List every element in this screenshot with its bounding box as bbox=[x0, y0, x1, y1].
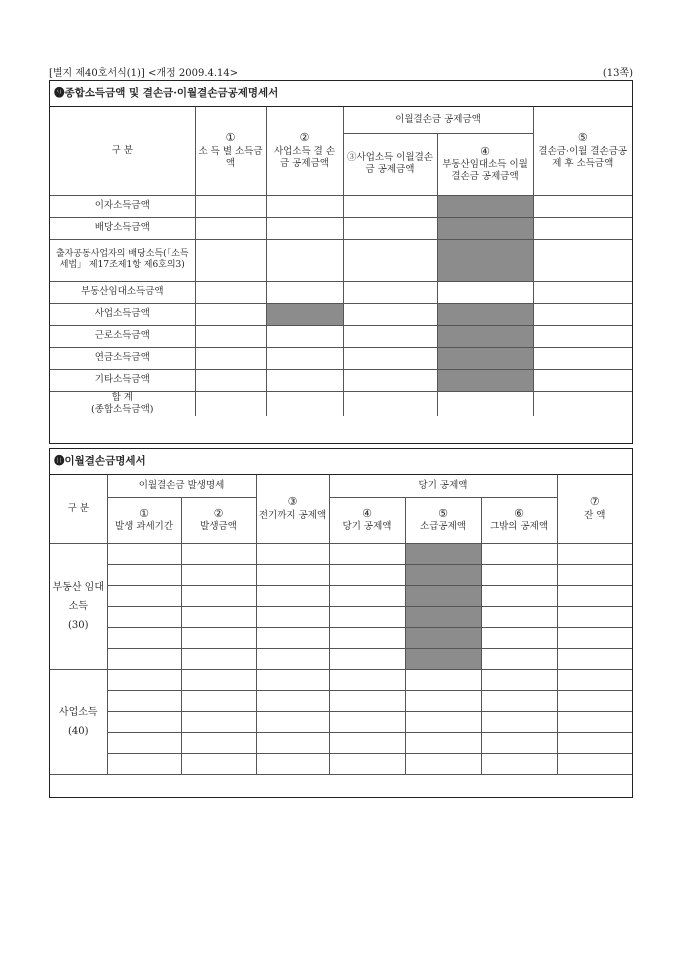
c1-header: ① 발생 과세기간 bbox=[107, 497, 181, 543]
input-cell[interactable] bbox=[481, 732, 557, 753]
input-cell[interactable] bbox=[405, 690, 481, 711]
input-cell[interactable] bbox=[329, 627, 405, 648]
input-cell[interactable] bbox=[256, 606, 329, 627]
c6-header: ⑥ 그밖의 공제액 bbox=[481, 497, 557, 543]
input-cell[interactable] bbox=[107, 669, 181, 690]
input-cell[interactable] bbox=[107, 732, 181, 753]
input-cell[interactable] bbox=[343, 369, 437, 391]
form-reference: [별지 제40호서식(1)] <개정 2009.4.14> bbox=[49, 68, 239, 79]
input-cell[interactable] bbox=[266, 325, 343, 347]
section-title: ⓫이월결손금명세서 bbox=[50, 449, 632, 475]
input-cell[interactable] bbox=[107, 774, 181, 775]
input-cell[interactable] bbox=[107, 648, 181, 669]
shaded-cell bbox=[437, 325, 533, 347]
carryover-group-header: 이월결손금 공제금액 bbox=[343, 107, 533, 133]
occurrence-group-header: 이월결손금 발생명세 bbox=[107, 475, 256, 497]
input-cell[interactable] bbox=[266, 239, 343, 281]
col1-header: ① 소 득 별 소득금액 bbox=[195, 107, 266, 195]
input-cell[interactable] bbox=[181, 711, 256, 732]
shaded-cell bbox=[405, 564, 481, 585]
input-cell[interactable] bbox=[481, 627, 557, 648]
input-cell[interactable] bbox=[256, 585, 329, 606]
input-cell[interactable] bbox=[533, 195, 632, 217]
c4-header: ④ 당기 공제액 bbox=[329, 497, 405, 543]
shaded-cell bbox=[437, 239, 533, 281]
input-cell[interactable] bbox=[266, 369, 343, 391]
section-title: ❾종합소득금액 및 결손금·이월결손금공제명세서 bbox=[50, 81, 632, 107]
row-label: 배당소득금액 bbox=[50, 217, 195, 239]
input-cell[interactable] bbox=[329, 753, 405, 774]
input-cell[interactable] bbox=[181, 627, 256, 648]
shaded-cell bbox=[405, 543, 481, 564]
row-label: 연금소득금액 bbox=[50, 347, 195, 369]
col4-header: ④ 부동산임대소득 이월결손금 공제금액 bbox=[437, 133, 533, 195]
input-cell[interactable] bbox=[481, 564, 557, 585]
shaded-cell bbox=[437, 347, 533, 369]
input-cell[interactable] bbox=[256, 648, 329, 669]
input-cell[interactable] bbox=[181, 543, 256, 564]
input-cell[interactable] bbox=[181, 753, 256, 774]
input-cell[interactable] bbox=[256, 774, 329, 775]
input-cell[interactable] bbox=[266, 217, 343, 239]
input-cell[interactable] bbox=[256, 627, 329, 648]
input-cell[interactable] bbox=[256, 543, 329, 564]
input-cell[interactable] bbox=[266, 195, 343, 217]
input-cell[interactable] bbox=[405, 753, 481, 774]
input-cell[interactable] bbox=[481, 543, 557, 564]
shaded-cell bbox=[437, 303, 533, 325]
input-cell[interactable] bbox=[343, 239, 437, 281]
input-cell[interactable] bbox=[557, 711, 632, 732]
shaded-cell bbox=[437, 195, 533, 217]
input-cell[interactable] bbox=[481, 753, 557, 774]
input-cell[interactable] bbox=[195, 217, 266, 239]
row-label: 이자소득금액 bbox=[50, 195, 195, 217]
shaded-cell bbox=[405, 606, 481, 627]
input-cell[interactable] bbox=[329, 648, 405, 669]
input-cell[interactable] bbox=[329, 606, 405, 627]
input-cell[interactable] bbox=[107, 711, 181, 732]
c5-header: ⑤ 소급공제액 bbox=[405, 497, 481, 543]
category-header: 구 분 bbox=[50, 475, 107, 543]
input-cell[interactable] bbox=[481, 585, 557, 606]
input-cell[interactable] bbox=[557, 690, 632, 711]
input-cell[interactable] bbox=[195, 281, 266, 303]
input-cell[interactable] bbox=[107, 543, 181, 564]
input-cell[interactable] bbox=[343, 391, 437, 416]
form-header bbox=[49, 64, 633, 78]
col5-header: ⑤ 결손금·이월 결손금공제 후 소득금액 bbox=[533, 107, 632, 195]
input-cell[interactable] bbox=[533, 303, 632, 325]
input-cell[interactable] bbox=[107, 564, 181, 585]
input-cell[interactable] bbox=[343, 195, 437, 217]
input-cell[interactable] bbox=[181, 648, 256, 669]
input-cell[interactable] bbox=[533, 239, 632, 281]
input-cell[interactable] bbox=[481, 606, 557, 627]
input-cell[interactable] bbox=[343, 347, 437, 369]
c3-header: ③ 전기까지 공제액 bbox=[256, 475, 329, 543]
input-cell[interactable] bbox=[557, 606, 632, 627]
input-cell[interactable] bbox=[533, 217, 632, 239]
input-cell[interactable] bbox=[107, 585, 181, 606]
total-label: 합 계 (종합소득금액) bbox=[50, 391, 195, 416]
row-label: 출자공동사업자의 배당소득(「소득세법」 제17조제1항 제6호의3) bbox=[50, 239, 195, 281]
input-cell[interactable] bbox=[195, 369, 266, 391]
input-cell[interactable] bbox=[181, 669, 256, 690]
shaded-cell bbox=[405, 627, 481, 648]
input-cell[interactable] bbox=[107, 690, 181, 711]
col3-header: ③사업소득 이월결손금 공제금액 bbox=[343, 133, 437, 195]
shaded-cell bbox=[266, 303, 343, 325]
input-cell[interactable] bbox=[481, 669, 557, 690]
input-cell[interactable] bbox=[195, 239, 266, 281]
input-cell[interactable] bbox=[329, 774, 405, 775]
input-cell[interactable] bbox=[329, 543, 405, 564]
input-cell[interactable] bbox=[195, 303, 266, 325]
input-cell[interactable] bbox=[437, 391, 533, 416]
carryover-loss-section bbox=[49, 448, 633, 798]
input-cell[interactable] bbox=[405, 774, 481, 775]
row-label: 기타소득금액 bbox=[50, 369, 195, 391]
category-header: 구 분 bbox=[50, 107, 195, 195]
input-cell[interactable] bbox=[181, 732, 256, 753]
row-label: 사업소득금액 bbox=[50, 303, 195, 325]
input-cell[interactable] bbox=[343, 281, 437, 303]
input-cell[interactable] bbox=[405, 711, 481, 732]
input-cell[interactable] bbox=[557, 774, 632, 775]
shaded-cell bbox=[437, 217, 533, 239]
input-cell[interactable] bbox=[557, 627, 632, 648]
input-cell[interactable] bbox=[181, 585, 256, 606]
input-cell[interactable] bbox=[195, 195, 266, 217]
input-cell[interactable] bbox=[181, 606, 256, 627]
input-cell[interactable] bbox=[557, 564, 632, 585]
input-cell[interactable] bbox=[557, 753, 632, 774]
input-cell[interactable] bbox=[481, 648, 557, 669]
input-cell[interactable] bbox=[557, 543, 632, 564]
input-cell[interactable] bbox=[266, 391, 343, 416]
input-cell[interactable] bbox=[181, 564, 256, 585]
input-cell[interactable] bbox=[181, 690, 256, 711]
input-cell[interactable] bbox=[481, 774, 557, 775]
current-deduction-group-header: 당기 공제액 bbox=[329, 475, 557, 497]
row-label: 부동산임대소득금액 bbox=[50, 281, 195, 303]
input-cell[interactable] bbox=[195, 325, 266, 347]
input-cell[interactable] bbox=[266, 347, 343, 369]
input-cell[interactable] bbox=[329, 690, 405, 711]
input-cell[interactable] bbox=[533, 325, 632, 347]
input-cell[interactable] bbox=[329, 585, 405, 606]
shaded-cell bbox=[405, 648, 481, 669]
input-cell[interactable] bbox=[533, 391, 632, 416]
input-cell[interactable] bbox=[343, 217, 437, 239]
input-cell[interactable] bbox=[437, 281, 533, 303]
input-cell[interactable] bbox=[405, 669, 481, 690]
input-cell[interactable] bbox=[107, 606, 181, 627]
input-cell[interactable] bbox=[256, 564, 329, 585]
group-label-business: 사업소득 (40) bbox=[50, 669, 107, 775]
row-label: 근로소득금액 bbox=[50, 325, 195, 347]
input-cell[interactable] bbox=[329, 732, 405, 753]
input-cell[interactable] bbox=[256, 732, 329, 753]
input-cell[interactable] bbox=[256, 711, 329, 732]
input-cell[interactable] bbox=[533, 369, 632, 391]
group-label-rental: 부동산 임대소득 (30) bbox=[50, 543, 107, 669]
input-cell[interactable] bbox=[343, 303, 437, 325]
carryover-loss-table bbox=[50, 475, 632, 775]
input-cell[interactable] bbox=[343, 325, 437, 347]
input-cell[interactable] bbox=[195, 391, 266, 416]
input-cell[interactable] bbox=[557, 669, 632, 690]
input-cell[interactable] bbox=[256, 753, 329, 774]
input-cell[interactable] bbox=[481, 690, 557, 711]
input-cell[interactable] bbox=[107, 753, 181, 774]
shaded-cell bbox=[437, 369, 533, 391]
c2-header: ② 발생금액 bbox=[181, 497, 256, 543]
input-cell[interactable] bbox=[329, 669, 405, 690]
input-cell[interactable] bbox=[557, 648, 632, 669]
input-cell[interactable] bbox=[481, 711, 557, 732]
income-deduction-table bbox=[50, 107, 632, 416]
input-cell[interactable] bbox=[329, 564, 405, 585]
input-cell[interactable] bbox=[181, 774, 256, 775]
page-number: (13쪽) bbox=[602, 68, 633, 79]
input-cell[interactable] bbox=[405, 732, 481, 753]
input-cell[interactable] bbox=[533, 281, 632, 303]
input-cell[interactable] bbox=[256, 690, 329, 711]
input-cell[interactable] bbox=[557, 732, 632, 753]
input-cell[interactable] bbox=[256, 669, 329, 690]
input-cell[interactable] bbox=[107, 627, 181, 648]
input-cell[interactable] bbox=[195, 347, 266, 369]
c7-header: ⑦ 잔 액 bbox=[557, 475, 632, 543]
input-cell[interactable] bbox=[533, 347, 632, 369]
input-cell[interactable] bbox=[557, 585, 632, 606]
input-cell[interactable] bbox=[329, 711, 405, 732]
income-deduction-section bbox=[49, 80, 633, 444]
col2-header: ② 사업소득 결 손 금 공제금액 bbox=[266, 107, 343, 195]
input-cell[interactable] bbox=[266, 281, 343, 303]
shaded-cell bbox=[405, 585, 481, 606]
